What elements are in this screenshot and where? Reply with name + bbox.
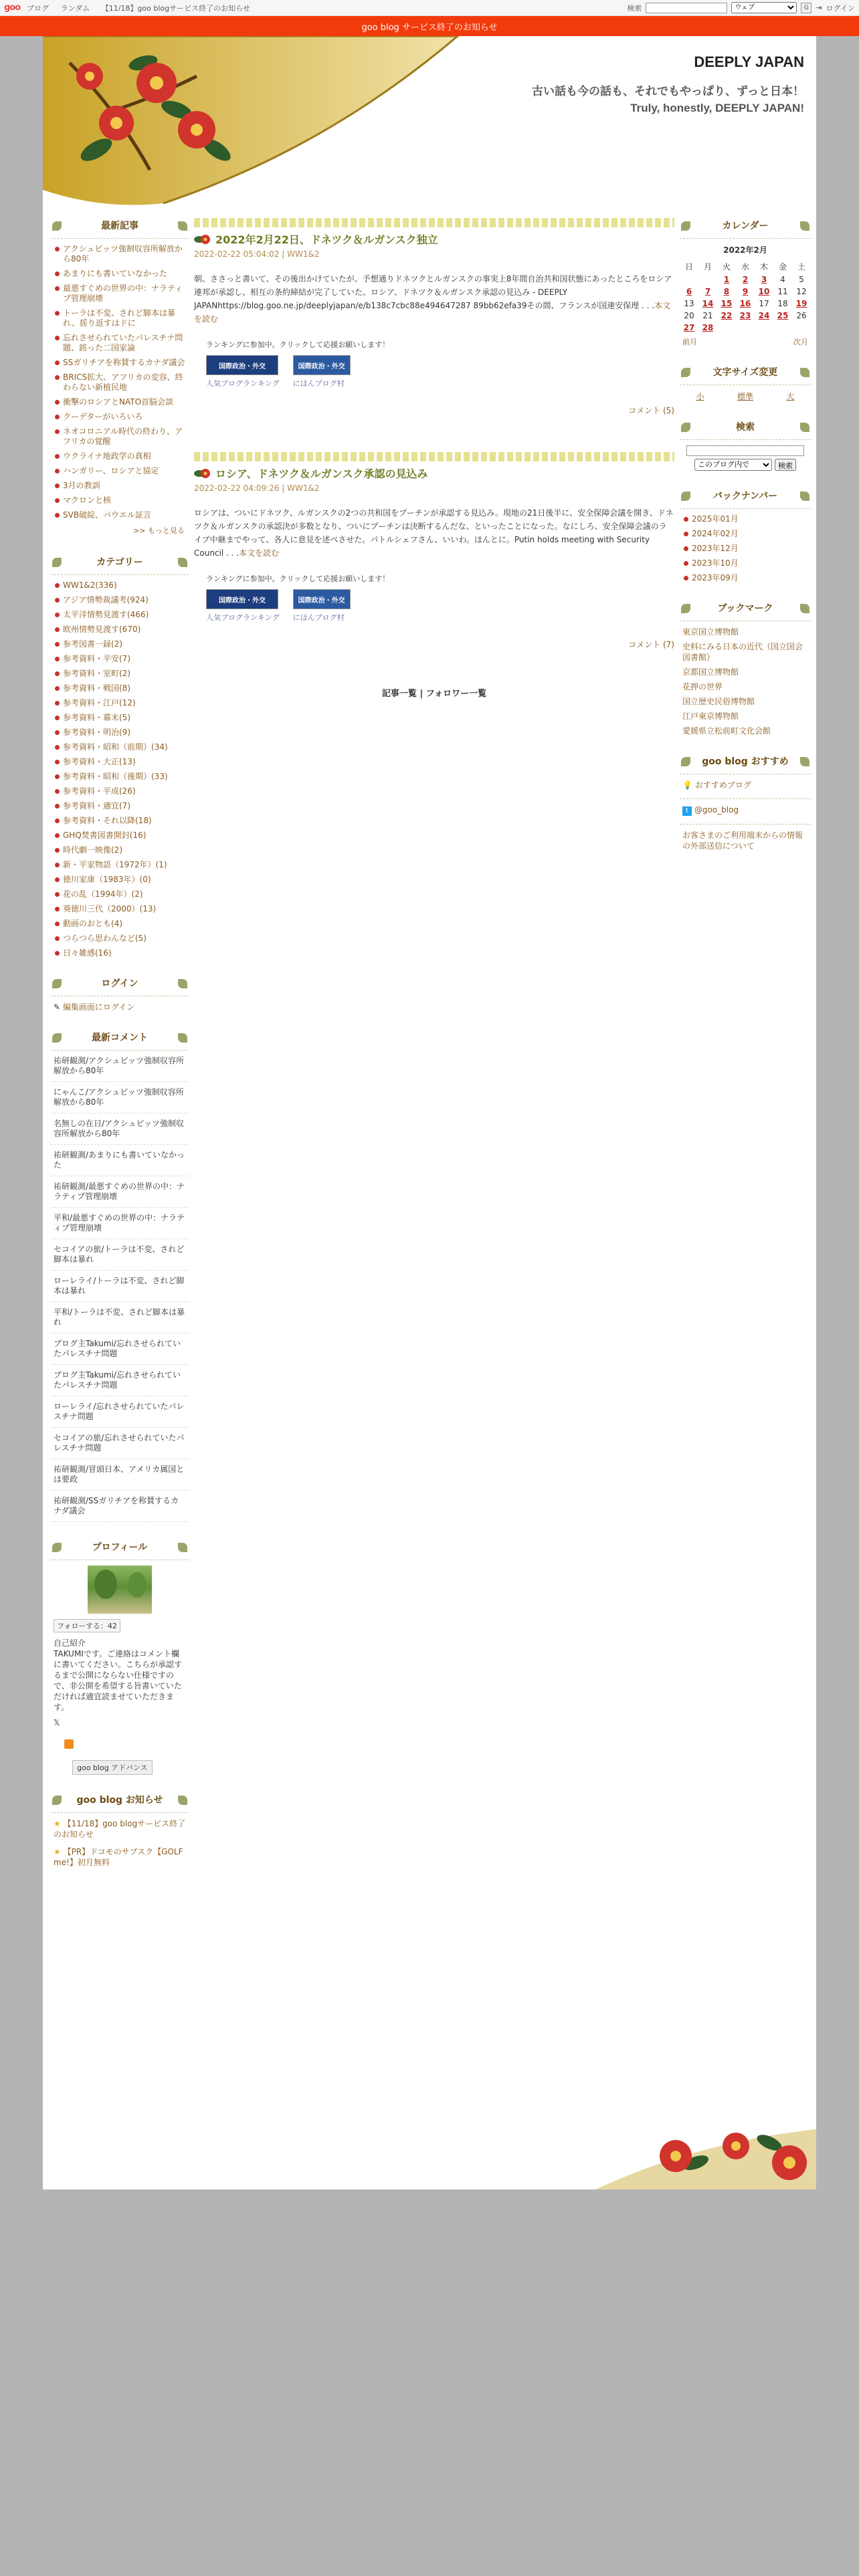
comment-item[interactable]: セコイアの旅/忘れさせられていたパレスチナ問題 [51, 1433, 189, 1459]
bookmark-link[interactable]: 江戸東京博物館 [682, 712, 739, 721]
comment-item[interactable]: 祐研観測/アクシュビッツ強制収容所解放から80年 [51, 1056, 189, 1082]
recent-post-item [54, 427, 186, 447]
category-item [54, 801, 186, 811]
recent-post-link[interactable]: アクシュビッツ強制収容所解放から80年 [63, 244, 183, 263]
camellia-icon [194, 233, 211, 245]
category-item [54, 698, 186, 708]
comment-item[interactable]: 祐研観測/最悪すぐめの世界の中：ナラティブ管理崩壊 [51, 1182, 189, 1208]
comment-count-link[interactable]: コメント (5) [628, 406, 674, 415]
calendar-day[interactable]: 9 [742, 287, 749, 296]
category-link[interactable]: 参考資料・平安(7) [63, 654, 130, 663]
blogmura-caption[interactable]: にほんブログ村 [292, 379, 345, 388]
recommend-title: goo blog おすすめ [680, 754, 811, 770]
bookmark-item [680, 667, 811, 677]
font-large[interactable]: 大 [786, 392, 795, 401]
recent-post-item [54, 496, 186, 506]
bulb-icon: 💡 [682, 780, 692, 790]
recent-comments-list [51, 1056, 189, 1522]
backnumber-item [682, 529, 808, 539]
pencil-icon: ✎ [54, 1002, 61, 1012]
blogmura-caption[interactable]: にほんブログ村 [292, 613, 345, 622]
bookmark-link[interactable]: 史料にみる日本の近代（国立国会図書館） [682, 642, 803, 662]
category-item [54, 654, 186, 664]
category-link[interactable]: 参考資料・それ以降(18) [63, 816, 152, 825]
recent-post-link[interactable]: クーデターがいろいろ [63, 412, 143, 421]
twitter-link[interactable]: @goo_blog [694, 805, 739, 815]
recent-post-link[interactable]: ウクライナ地政学の真相 [63, 451, 151, 461]
categories-title: カテゴリー [51, 554, 189, 570]
font-small[interactable]: 小 [696, 392, 704, 401]
category-item [54, 683, 186, 693]
post-date: 2022-02-22 04:09:26 [194, 484, 280, 493]
more-link[interactable]: >> もっと見る [133, 526, 185, 535]
comment-item[interactable]: 祐研観測/SSガリチアを称賛するカナダ議会 [51, 1496, 189, 1522]
recent-post-link[interactable]: 3月の教訓 [63, 481, 100, 490]
bookmark-link[interactable]: 東京国立博物館 [682, 627, 739, 637]
ranking-badge[interactable]: 国際政治・外交 [206, 355, 278, 375]
advance-badge[interactable]: goo blog アドバンス [72, 1760, 153, 1775]
x-icon[interactable]: 𝕏 [54, 1718, 60, 1727]
blogmura-badge[interactable]: 国際政治・外交 [293, 355, 351, 375]
backnumber-link[interactable]: 2025年01月 [692, 514, 739, 524]
recent-post-link[interactable]: 最悪すぐめの世界の中：ナラティブ管理崩壊 [63, 284, 183, 303]
category-item [54, 816, 186, 826]
post-excerpt: 朝、ささっと書いて、その後出かけていたが、予想通りドネツクとルガンスクの事実上8年間自治共和国状態にあったところをロシア連邦が承認し、相互の条約締結が完了していた。ロシア、ドネツク＆ルガンスク承認の見込み - DEEPLY JAPANhttps://blog.goo.ne.jp/deeplyjapan/e/b138c7cbc88e494647287 89bb62efa39その間、フランスが国連安保理 . . . [194, 274, 672, 310]
comment-item[interactable]: 祐研観測/冒頭日本、アメリカ属国とは要政 [51, 1465, 189, 1491]
category-item [54, 948, 186, 958]
category-link[interactable]: 参考資料・幕末(5) [63, 713, 130, 722]
recent-post-link[interactable]: SVB破綻、パウエル証言 [63, 510, 152, 520]
comment-item[interactable]: にゃんこ/アクシュビッツ強制収容所解放から80年 [51, 1087, 189, 1113]
category-item [54, 625, 186, 635]
search-title: 検索 [680, 419, 811, 435]
calendar-weekday: 水 [741, 262, 749, 272]
recent-post-link[interactable]: BRICS拡大、アフリカの変容、終わらない新植民地 [63, 372, 183, 392]
category-item [54, 580, 186, 591]
category-link[interactable]: WW1&2(336) [63, 580, 117, 590]
calendar-day[interactable]: 14 [702, 299, 714, 308]
camellia-header-art [43, 36, 511, 210]
calendar-day[interactable]: 6 [686, 287, 692, 296]
calendar-day: 20 [684, 311, 694, 320]
category-link[interactable]: 参考資料・江戸(12) [63, 698, 136, 708]
calendar-day[interactable]: 16 [739, 299, 751, 308]
header [43, 36, 816, 210]
category-item [54, 860, 186, 870]
bookmark-list [680, 627, 811, 736]
category-link[interactable]: 参考資料・室町(2) [63, 669, 130, 678]
recent-posts-title: 最新記事 [51, 218, 189, 234]
news-item [51, 1846, 189, 1868]
login-icon: ⇥ [816, 3, 822, 12]
bookmark-item [680, 726, 811, 736]
bookmark-link[interactable]: 花押の世界 [682, 682, 723, 691]
page-container [43, 36, 816, 2189]
category-link[interactable]: 参考資料・明治(9) [63, 728, 130, 737]
category-item [54, 919, 186, 929]
post-title[interactable]: ロシア、ドネツク＆ルガンスク承認の見込み [215, 467, 428, 480]
ranking-caption[interactable]: 人気ブログランキング [206, 379, 280, 388]
follow-button[interactable]: フォローする：42 [54, 1619, 120, 1632]
login-edit-link[interactable]: 編集画面にログイン [62, 1002, 135, 1012]
recent-posts-list [51, 244, 189, 520]
category-link[interactable]: 欧州情勢見渡す(670) [63, 625, 141, 634]
blog-post: 2022年2月22日、ドネツク＆ルガンスク独立 2022-02-22 05:04:02 | WW1&2 朝、ささっと書いて、その後出かけていたが、予想通りドネツクとルガンスクの事実上8年間自治共和国状態にあったところをロシア連邦が承認し、相互の条約締結が完了していた。ロシア、ドネツク＆ルガンスク承認の見込み - DEEPLY JAPANhttps://blog.goo.ne.jp/deeplyjapan/e/b138c7cbc88e494647287 89bb62efa39その間、フランスが国連安保理 . . .本文を読む ランキングに参加中。クリックして応援お願いします！ 国際政治・外交 人気ブログランキング 国際政治・外交 にほんブログ村 コメント (5) [194, 218, 674, 416]
nav-notice[interactable]: 【11/18】goo blogサービス終了のお知らせ [101, 3, 250, 13]
calendar-day [680, 274, 698, 286]
recent-post-item [54, 358, 186, 368]
star-icon: ★ [54, 1847, 64, 1856]
category-link[interactable]: 時代劇一映像(2) [63, 845, 122, 855]
backnumber-item [682, 544, 808, 554]
recent-post-link[interactable]: あまりにも書いていなかった [63, 269, 168, 278]
profile-image[interactable] [88, 1566, 152, 1614]
calendar-day[interactable]: 15 [721, 299, 733, 308]
notice-link[interactable]: goo blog サービス終了のお知らせ [361, 22, 498, 33]
comment-item[interactable]: 名無しの在日/アクシュビッツ強制収容所解放から80年 [51, 1119, 189, 1145]
category-item [54, 786, 186, 796]
bookmark-title: ブックマーク [680, 601, 811, 617]
calendar-day [717, 322, 736, 334]
calendar-day: 17 [759, 299, 769, 308]
bookmark-link[interactable]: 国立歴史民俗博物館 [682, 697, 755, 706]
comment-item[interactable]: ブログ主Takumi/忘れさせられていたパレスチナ問題 [51, 1339, 189, 1365]
category-link[interactable]: 参考資料・大正(13) [63, 757, 136, 766]
read-more-link[interactable]: 本文を読む [239, 548, 280, 558]
recent-post-link[interactable]: ハンガリー、ロシアと協定 [63, 466, 159, 475]
recommend-link[interactable]: おすすめブログ [694, 780, 751, 790]
post-category[interactable]: WW1&2 [287, 249, 320, 259]
ranking-caption[interactable]: 人気ブログランキング [206, 613, 280, 622]
recent-post-item [54, 244, 186, 264]
calendar-day[interactable]: 3 [761, 275, 767, 284]
camellia-icon [194, 467, 211, 479]
backnumber-link[interactable]: 2023年09月 [692, 573, 739, 582]
calendar-day [773, 322, 792, 334]
backnumber-item [682, 573, 808, 583]
recent-post-item [54, 372, 186, 393]
ranking-note: ランキングに参加中。クリックして応援お願いします！ [206, 340, 390, 349]
category-link[interactable]: つらつら思わんなど(5) [63, 934, 147, 943]
calendar-month: 2022年2月 [723, 245, 767, 255]
blog-search-scope[interactable] [694, 459, 772, 471]
calendar-day: 26 [796, 311, 807, 320]
comment-item[interactable]: 平和/トーラは不変、されど脚本は暴れ [51, 1307, 189, 1333]
category-item [54, 639, 186, 649]
star-icon: ★ [54, 1819, 64, 1828]
recent-post-item [54, 333, 186, 353]
nav-random[interactable]: ランダム [60, 3, 90, 13]
recent-post-item [54, 466, 186, 476]
left-sidebar [51, 218, 189, 1885]
backnumber-item [682, 514, 808, 524]
recent-post-item [54, 284, 186, 304]
calendar-day[interactable]: 7 [704, 287, 711, 296]
category-item [54, 904, 186, 914]
calendar-day[interactable]: 8 [723, 287, 730, 296]
category-item [54, 831, 186, 841]
category-item [54, 728, 186, 738]
calendar-day: 5 [799, 275, 804, 284]
category-link[interactable]: 参考図書一録(2) [63, 639, 122, 649]
calendar-weekday: 日 [684, 262, 693, 272]
news-link[interactable]: 【11/18】goo blogサービス終了のお知らせ [54, 1819, 186, 1839]
category-link[interactable]: 太平洋情勢見渡す(466) [63, 610, 149, 619]
archive-links[interactable]: 記事一覧 | フォロワー一覧 [381, 689, 487, 699]
comment-item[interactable]: セコイアの旅/トーラは不変、されど脚本は暴れ [51, 1245, 189, 1271]
goo-news-title: goo blog お知らせ [51, 1792, 189, 1808]
category-link[interactable]: GHQ焚書図書開封(16) [63, 831, 147, 840]
profile-intro-label: 自己紹介 [54, 1638, 86, 1648]
backnumber-list [680, 514, 811, 583]
read-more-link[interactable]: 本文を読む [194, 301, 671, 324]
recent-post-item [54, 481, 186, 491]
twitter-icon: t [682, 807, 692, 816]
backnumber-link[interactable]: 2023年10月 [692, 558, 739, 568]
calendar-day[interactable]: 23 [739, 311, 751, 320]
camellia-footer-art [595, 2116, 816, 2189]
news-item [51, 1818, 189, 1840]
recent-post-item [54, 510, 186, 520]
blog-search-input[interactable] [686, 445, 804, 456]
calendar-day: 4 [780, 275, 785, 284]
category-item [54, 889, 186, 899]
calendar-day: 13 [684, 299, 694, 308]
search-scope-select[interactable] [731, 2, 797, 13]
category-link[interactable]: 参考資料・適宜(7) [63, 801, 130, 811]
category-item [54, 845, 186, 855]
calendar-day: 12 [796, 287, 807, 296]
post-excerpt: ロシアは、ついにドネツク、ルガンスクの2つの共和国をプーチンが承認する見込み。現地の21日後半に、安全保障会議を開き、ドネツク＆ルガンスクの承認決が多数となり、ついにプーチンは決断するんだな、といったことになった。なにしろ、安全保障会議のライブ中継までやって、各人に意見を述べさせた。パトルシェフさん、いいわ。ほんとに。Putin holds meeting with Security Council . . . [194, 508, 674, 558]
recent-post-link[interactable]: 忘れさせられていたパレスチナ問題、銘った二国家論 [63, 333, 183, 352]
site-title[interactable]: DEEPLY JAPAN [694, 53, 804, 70]
calendar-weekday: 金 [778, 262, 787, 272]
category-item [54, 595, 186, 605]
bookmark-item [680, 627, 811, 637]
calendar-day[interactable]: 2 [742, 275, 749, 284]
bookmark-link[interactable]: 京都国立博物館 [682, 667, 739, 677]
bookmark-item [680, 711, 811, 722]
main-content [194, 218, 674, 699]
calendar-weekday: 木 [759, 262, 768, 272]
bookmark-link[interactable]: 愛媛県立松前町文化会館 [682, 726, 771, 736]
calendar-day[interactable]: 19 [795, 299, 807, 308]
calendar-day[interactable]: 25 [777, 311, 789, 320]
category-link[interactable]: 新・平家物語（1972年）(1) [63, 860, 167, 869]
bookmark-item [680, 681, 811, 692]
recent-post-item [54, 397, 186, 407]
goo-logo[interactable]: goo [4, 3, 21, 13]
login-link[interactable]: ログイン [826, 3, 855, 13]
recent-post-item [54, 308, 186, 328]
news-link[interactable]: 【PR】ドコモのサブスク【GOLF me!】初月無料 [54, 1847, 183, 1867]
category-link[interactable]: 日々雑感(16) [63, 948, 112, 958]
post-divider [194, 218, 674, 227]
calendar-day [736, 322, 755, 334]
calendar-day[interactable]: 24 [758, 311, 770, 320]
comment-count-link[interactable]: コメント (7) [628, 640, 674, 649]
calendar-day[interactable]: 27 [683, 323, 695, 332]
site-subtitle: 古い話も今の話も、それでもやっぱり、ずっと日本！ Truly, honestly, DEEPLY JAPAN! [532, 85, 804, 114]
top-search-input[interactable] [646, 3, 727, 13]
recent-post-link[interactable]: SSガリチアを称賛するカナダ議会 [63, 358, 185, 367]
goo-news-list [51, 1818, 189, 1868]
recent-post-item [54, 412, 186, 422]
calendar-weekday: 土 [797, 262, 805, 272]
calendar-title: カレンダー [680, 218, 811, 234]
category-item [54, 757, 186, 767]
bookmark-item [680, 696, 811, 707]
category-link[interactable]: 参考資料・昭和（後期）(33) [63, 772, 168, 781]
category-item [54, 610, 186, 620]
login-title: ログイン [51, 976, 189, 992]
category-item [54, 934, 186, 944]
comment-item[interactable]: ブログ主Takumi/忘れさせられていたパレスチナ問題 [51, 1370, 189, 1396]
category-item [54, 713, 186, 723]
backnumber-link[interactable]: 2024年02月 [692, 529, 739, 538]
prev-month-link[interactable]: 前月 [682, 338, 697, 346]
bookmark-item [680, 641, 811, 663]
calendar-day[interactable]: 1 [723, 275, 730, 284]
category-link[interactable]: アジア情勢裁議考(924) [63, 595, 149, 605]
search-label: 検索 [627, 3, 642, 13]
notice-bar [0, 16, 859, 36]
nav-blog[interactable]: ブログ [27, 3, 50, 13]
calendar-day: 11 [777, 287, 788, 296]
category-item [54, 875, 186, 885]
categories-list [51, 580, 189, 958]
calendar-day[interactable]: 10 [758, 287, 770, 296]
recent-post-link[interactable]: 衝撃のロシアとNATO首脳会談 [63, 397, 174, 407]
category-link[interactable]: 葵徳川三代（2000）(13) [63, 904, 157, 914]
recent-comments-title: 最新コメント [51, 1030, 189, 1046]
calendar-day[interactable]: 22 [721, 311, 733, 320]
calendar-weekday: 月 [703, 262, 712, 272]
post-divider [194, 452, 674, 461]
category-link[interactable]: 花の乱（1994年）(2) [63, 889, 143, 899]
category-link[interactable]: 動画のおとも(4) [63, 919, 122, 928]
category-item [54, 742, 186, 752]
profile-text: TAKUMIです。ご連絡はコメント欄に書いてください。こちらが承認するまで公開にならない仕様ですので、非公開を希望する旨書いていただければ適宜読ませていただきます。 [54, 1649, 183, 1712]
recent-post-link[interactable]: ネオコロニアル時代の終わり、アフリカの覚醒 [63, 427, 183, 446]
calendar-weekday: 火 [722, 262, 731, 272]
profile-title: プロフィール [51, 1539, 189, 1555]
ranking-note: ランキングに参加中。クリックして応援お願いします！ [206, 574, 390, 583]
calendar-day[interactable]: 28 [702, 323, 714, 332]
calendar-day [792, 322, 811, 334]
calendar-table [680, 259, 811, 334]
recent-post-link[interactable]: トーラは不変、されど脚本は暴れ、揺り返すはドに [63, 308, 176, 328]
external-data-notice[interactable]: お客さまのご利用端末からの情報の外部送信について [682, 831, 803, 851]
comment-item[interactable]: ローレライ/忘れさせられていたパレスチナ問題 [51, 1402, 189, 1428]
font-size-title: 文字サイズ変更 [680, 364, 811, 381]
category-link[interactable]: 徳川家康（1983年）(0) [63, 875, 151, 884]
post-date: 2022-02-22 05:04:02 [194, 249, 280, 259]
comment-item[interactable]: ローレライ/トーラは不変、されど脚本は暴れ [51, 1276, 189, 1302]
blogmura-badge[interactable]: 国際政治・外交 [293, 589, 351, 609]
comment-item[interactable]: 平和/最悪すぐめの世界の中：ナラティブ管理崩壊 [51, 1213, 189, 1239]
backnumber-item [682, 558, 808, 568]
category-item [54, 772, 186, 782]
ranking-badge[interactable]: 国際政治・外交 [206, 589, 278, 609]
recent-post-item [54, 269, 186, 279]
go-button[interactable]: G [801, 3, 812, 13]
top-bar [0, 0, 859, 16]
category-link[interactable]: 参考資料・昭和（前期）(34) [63, 742, 168, 752]
rss-icon[interactable] [51, 1733, 189, 1757]
right-sidebar [680, 218, 811, 869]
calendar-day [698, 274, 717, 286]
comment-item[interactable]: 祐研観測/あまりにも書いていなかった [51, 1150, 189, 1176]
blog-post: ロシア、ドネツク＆ルガンスク承認の見込み 2022-02-22 04:09:26 | WW1&2 ロシアは、ついにドネツク、ルガンスクの2つの共和国をプーチンが承認する見込み。現地の21日後半に、安全保障会議を開き、ドネツク＆ルガンスクの承認決が多数となり、ついにプーチンは決断するんだな、といったことになった。なにしろ、安全保障会議のライブ中継までやって、各人に意見を述べさせた。パトルシェフさん、いいわ。ほんとに。Putin holds meeting with Security Council . . .本文を読む ランキングに参加中。クリックして応援お願いします！ 国際政治・外交 人気ブログランキング 国際政治・外交 にほんブログ村 コメント (7) [194, 452, 674, 650]
backnumber-title: バックナンバー [680, 488, 811, 504]
recent-post-link[interactable]: マクロンと核 [63, 496, 112, 505]
category-item [54, 669, 186, 679]
calendar-day: 21 [702, 311, 713, 320]
recent-post-item [54, 451, 186, 461]
next-month-link[interactable]: 次月 [793, 338, 808, 346]
font-standard[interactable]: 標準 [737, 392, 753, 401]
calendar-day [755, 322, 773, 334]
backnumber-link[interactable]: 2023年12月 [692, 544, 739, 553]
post-category[interactable]: WW1&2 [287, 484, 320, 493]
post-title[interactable]: 2022年2月22日、ドネツク＆ルガンスク独立 [215, 233, 438, 246]
category-link[interactable]: 参考資料・戦国(8) [63, 683, 130, 693]
calendar-day: 18 [777, 299, 788, 308]
category-link[interactable]: 参考資料・平成(26) [63, 786, 136, 796]
blog-search-button[interactable]: 検索 [775, 459, 796, 471]
